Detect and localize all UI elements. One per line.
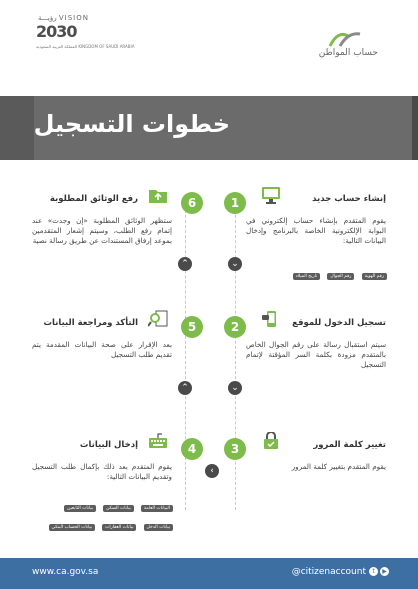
step-1-heading: إنشاء حساب جديد [312, 194, 386, 204]
step-5-text: بعد الإقرار على صحة البيانات المقدمة يتم تقديم طلب التسجيل [32, 340, 172, 359]
step-1-number: 1 [224, 192, 246, 214]
keyboard-icon [148, 432, 168, 450]
step-1-text: يقوم المتقدم بإنشاء حساب إلكتروني في البوابة الإلكترونية الخاصة بالبرنامج وإدخال البيانات التالية: [246, 216, 386, 245]
vision-top-text: رؤيـــة VISION [38, 14, 89, 22]
citizen-account-logo [298, 28, 378, 62]
lock-icon [261, 432, 281, 450]
chevron-up-icon: ⌃ [178, 257, 192, 271]
step-6-number: 6 [181, 192, 203, 214]
chevron-down-icon: ⌄ [228, 257, 242, 271]
twitter-icon[interactable]: t [369, 567, 378, 576]
step-5-number: 5 [181, 316, 203, 338]
step-4-text: يقوم المتقدم بعد ذلك بإكمال طلب التسجيل وتقديم البيانات التالية: [32, 462, 172, 481]
step-4-chips [32, 494, 174, 532]
chevron-down-icon: ⌄ [228, 381, 242, 395]
title-band-right-block [412, 96, 418, 160]
step-3-heading: تغيير كلمة المرور [313, 440, 386, 450]
step-4-heading: إدخال البيانات [79, 440, 138, 450]
step-2-heading: تسجيل الدخول للموقع [292, 318, 386, 328]
chip: البيانات العامة [141, 505, 173, 512]
monitor-icon [261, 186, 281, 204]
step-6-heading: رفع الوثائق المطلوبة [49, 194, 138, 204]
mobile-icon [261, 310, 281, 328]
website-link[interactable]: www.ca.gov.sa [32, 567, 99, 577]
magnifier-document-icon [148, 310, 168, 328]
chevron-up-icon: ⌃ [178, 381, 192, 395]
step-3-text: يقوم المتقدم بتغيير كلمة المرور [291, 462, 386, 471]
youtube-icon[interactable]: ▶ [380, 567, 389, 576]
step-5-heading: التأكد ومراجعة البيانات [43, 318, 138, 328]
chevron-left-icon: ‹ [205, 464, 219, 478]
chip: بيانات الدخل [144, 524, 173, 531]
chip: رقم الهوية [362, 273, 387, 280]
upload-folder-icon [148, 186, 168, 204]
chip: تاريخ الميلاد [293, 273, 321, 280]
chip: بيانات العقارات [102, 524, 136, 531]
vision-subtitle: المملكة العربية السعودية KINGDOM OF SAUDI ARABIA [36, 44, 135, 49]
step-4-number: 4 [181, 438, 203, 460]
vision-year: 2030 [36, 22, 77, 41]
step-6-text: ستظهر الوثائق المطلوبة «إن وجدت» عند إتمام رفع الطلب، وسيتم إشعار المتقدمين بموعد إرفاق المستندات عن طريق رسالة نصية [32, 216, 172, 245]
vision-2030-logo [36, 14, 135, 52]
step-2-text: سيتم استقبال رسالة على رقم الجوال الخاص بالمتقدم مزودة بكلمة السر المؤقتة لإتمام التسجيل [246, 340, 386, 369]
social-handle[interactable]: @citizenaccount [291, 567, 366, 577]
chip: بيانات التابعين [64, 505, 96, 512]
step-1-chips [248, 262, 388, 281]
chip: بيانات السكن [103, 505, 134, 512]
chip: رقم الجوال [327, 273, 354, 280]
logo-name: حساب المواطن [318, 48, 378, 58]
title-band-left-block [0, 96, 34, 160]
citizen-account-mark-icon [328, 28, 362, 48]
step-3-number: 3 [224, 438, 246, 460]
timeline-line-right [235, 210, 236, 510]
timeline-line-left [185, 210, 186, 510]
chip: بيانات الحساب البنكي [49, 524, 95, 531]
page-title: خطوات التسجيل [33, 110, 230, 138]
step-2-number: 2 [224, 316, 246, 338]
